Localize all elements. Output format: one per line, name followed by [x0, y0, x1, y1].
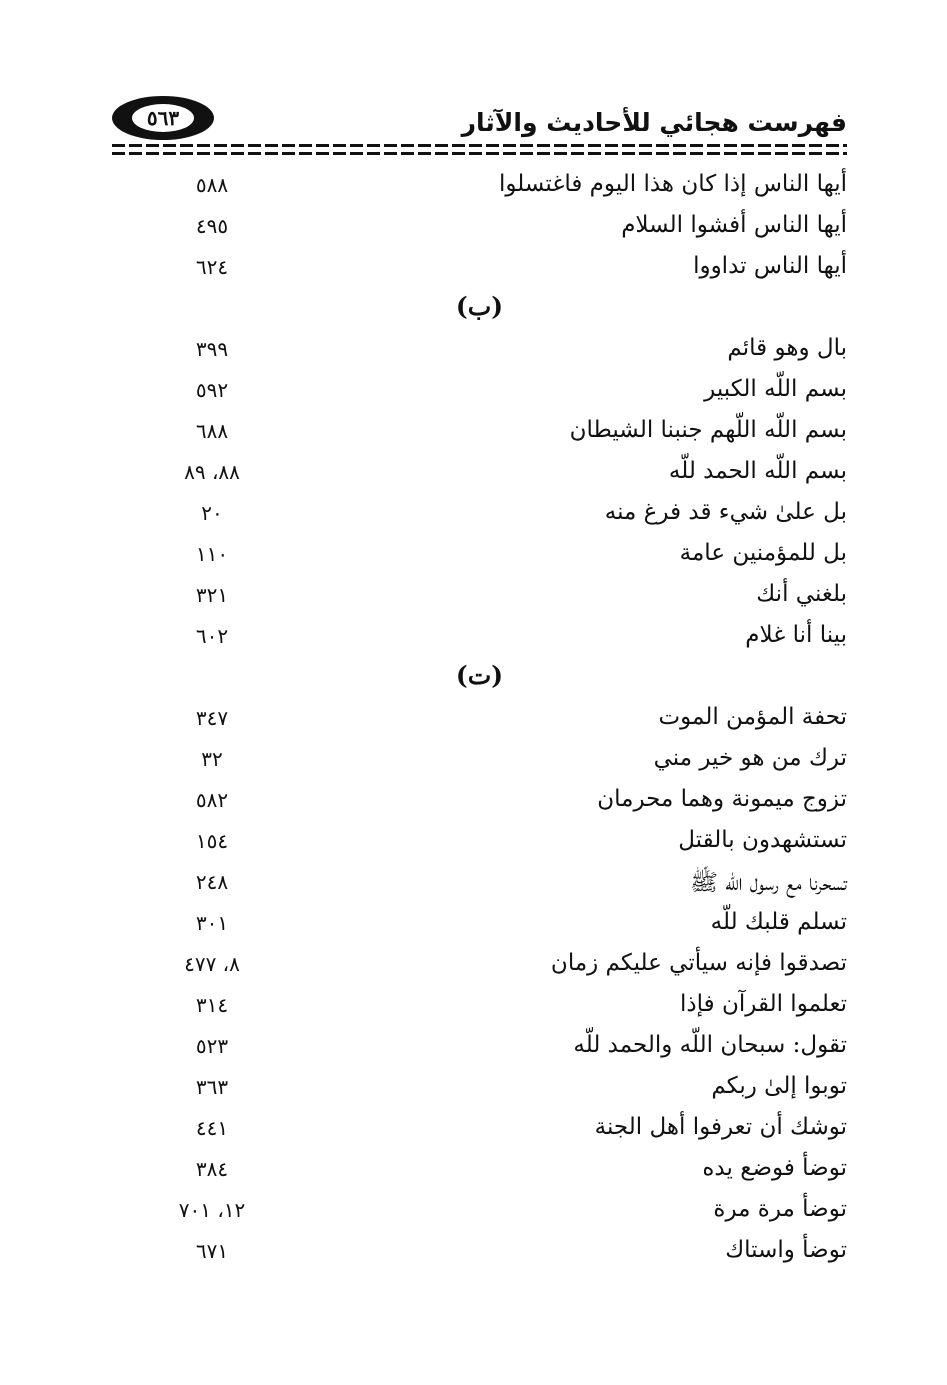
index-entry: [112, 782, 847, 823]
entry-page-ref: ٣٦٣: [195, 1075, 229, 1099]
entry-page-ref: ٤٩٥: [195, 214, 229, 238]
entry-page-ref: ٦٠٢: [195, 624, 229, 648]
entry-text: توضأ مرة مرة: [713, 1196, 847, 1222]
header-rule-bottom: [112, 152, 847, 155]
entry-text: توبوا إلىٰ ربكم: [711, 1073, 847, 1099]
index-entry: [112, 1192, 847, 1233]
entry-page-ref: ٦٨٨: [195, 419, 229, 443]
entry-text: تسلم قلبك للّه: [710, 909, 847, 935]
entry-page-ref: ٣٩٩: [195, 337, 229, 361]
entry-text: أيها الناس أفشوا السلام: [621, 212, 847, 238]
entry-text: تستشهدون بالقتل: [678, 827, 847, 853]
index-entry: [112, 1110, 847, 1151]
entry-page-ref: ٤٤١: [195, 1116, 229, 1140]
entry-text: بسم اللّه الكبير: [704, 376, 847, 402]
entry-page-ref: ٥٢٣: [195, 1034, 229, 1058]
entry-text: بسم اللّه اللّهم جنبنا الشيطان: [569, 417, 847, 443]
entry-page-ref: ٨٨، ٨٩: [184, 460, 240, 484]
index-entry: [112, 905, 847, 946]
entry-text: تقول: سبحان اللّه والحمد للّه: [573, 1032, 847, 1058]
index-entry: [112, 987, 847, 1028]
index-entry: [112, 864, 847, 905]
entry-text: تصدقوا فإنه سيأتي عليكم زمان: [550, 950, 847, 976]
entry-text: بينا أنا غلام: [745, 622, 847, 648]
entry-page-ref: ٣٢: [201, 747, 223, 771]
index-entry: [112, 454, 847, 495]
index-entry: [112, 741, 847, 782]
page-number: ٥٦٣: [132, 104, 194, 132]
entry-text: بلغني أنك: [756, 581, 847, 607]
entry-text: تزوج ميمونة وهما محرمان: [597, 786, 847, 812]
index-entry: [112, 618, 847, 659]
entry-page-ref: ٥٨٢: [195, 788, 229, 812]
index-entry: [112, 167, 847, 208]
entry-text: أيها الناس إذا كان هذا اليوم فاغتسلوا: [499, 171, 847, 197]
entry-text: تحفة المؤمن الموت: [658, 704, 847, 730]
entry-page-ref: ٣٨٤: [195, 1157, 229, 1181]
entry-page-ref: ٥٩٢: [195, 378, 229, 402]
page-header: [112, 96, 847, 156]
entry-page-ref: ٢٤٨: [195, 870, 229, 894]
entry-page-ref: ٥٨٨: [195, 173, 229, 197]
entry-text: تسحرنا مع رسول اللّه ﷺ: [690, 870, 847, 896]
entry-text: تعلموا القرآن فإذا: [680, 991, 847, 1017]
index-entry: [112, 208, 847, 249]
entry-text: توضأ فوضع يده: [702, 1155, 847, 1181]
running-title: فهرست هجائي للأحاديث والآثار: [461, 108, 847, 137]
entry-page-ref: ١٢، ٧٠١: [178, 1198, 246, 1222]
entry-text: أيها الناس تداووا: [693, 253, 847, 279]
entry-page-ref: ٦٢٤: [195, 255, 229, 279]
header-rule-top: [112, 144, 847, 147]
index-entry: [112, 577, 847, 618]
entry-page-ref: ٣١٤: [195, 993, 229, 1017]
entry-page-ref: ١١٠: [195, 542, 229, 566]
entry-text: توضأ واستاك: [725, 1237, 847, 1263]
entry-page-ref: ١٥٤: [195, 829, 229, 853]
index-entry: [112, 823, 847, 864]
index-entry: [112, 1069, 847, 1110]
index-entry: [112, 1028, 847, 1069]
entry-page-ref: ٨، ٤٧٧: [184, 952, 240, 976]
section-letter: (ت): [455, 661, 504, 690]
entry-text: ترك من هو خير مني: [653, 745, 847, 771]
entry-text: بل للمؤمنين عامة: [679, 540, 847, 566]
entry-text: توشك أن تعرفوا أهل الجنة: [594, 1114, 847, 1140]
index-entry: [112, 331, 847, 372]
index-entry: [112, 700, 847, 741]
index-entry: [112, 372, 847, 413]
entry-page-ref: ٢٠: [201, 501, 223, 525]
entry-page-ref: ٣٢١: [195, 583, 229, 607]
index-entry: [112, 495, 847, 536]
page-number-badge: [112, 96, 214, 140]
entry-page-ref: ٣٤٧: [195, 706, 229, 730]
entry-page-ref: ٣٠١: [195, 911, 229, 935]
index-entry: [112, 946, 847, 987]
entry-text: بال وهو قائم: [727, 335, 847, 361]
entry-page-ref: ٦٧١: [195, 1239, 229, 1263]
section-letter: (ب): [455, 292, 504, 321]
index-entry: [112, 1233, 847, 1274]
section-heading: [112, 290, 847, 331]
index-entry: [112, 413, 847, 454]
section-heading: [112, 659, 847, 700]
entry-text: بسم اللّه الحمد للّه: [668, 458, 847, 484]
entry-text: بل علىٰ شيء قد فرغ منه: [604, 499, 847, 525]
index-entry: [112, 1151, 847, 1192]
index-entries: [112, 167, 847, 1274]
index-entry: [112, 249, 847, 290]
index-entry: [112, 536, 847, 577]
